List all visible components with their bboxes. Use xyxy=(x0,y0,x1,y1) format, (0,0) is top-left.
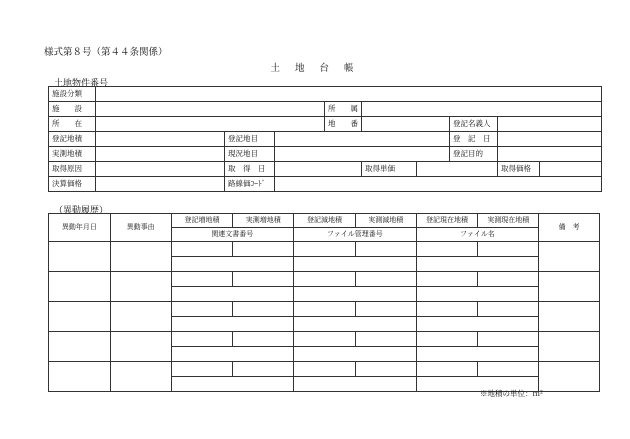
current-category-value[interactable] xyxy=(275,147,450,162)
facility-label: 施 設 xyxy=(49,102,96,117)
entry-reg-increase[interactable] xyxy=(171,362,233,377)
entry-file-mgmt-no[interactable] xyxy=(294,317,417,332)
entry-surv-current[interactable] xyxy=(478,302,539,317)
facility-class-label: 施設分類 xyxy=(49,87,96,102)
header-reg-decrease: 登記減地積 xyxy=(294,214,356,228)
entry-file-name[interactable] xyxy=(416,257,539,272)
surveyed-area-label: 実測地積 xyxy=(49,147,96,162)
settlement-price-label: 決算価格 xyxy=(49,177,96,192)
entry-remarks[interactable] xyxy=(539,362,600,392)
entry-change-reason[interactable] xyxy=(110,302,171,332)
entry-remarks[interactable] xyxy=(539,332,600,362)
entry-change-date[interactable] xyxy=(49,302,111,332)
entry-related-doc-no[interactable] xyxy=(171,317,294,332)
header-related-doc-no: 関連文書番号 xyxy=(171,228,294,242)
entry-related-doc-no[interactable] xyxy=(171,257,294,272)
entry-remarks[interactable] xyxy=(539,302,600,332)
entry-surv-increase[interactable] xyxy=(233,272,294,287)
change-history-table xyxy=(48,213,600,392)
entry-file-name[interactable] xyxy=(416,317,539,332)
entry-reg-decrease[interactable] xyxy=(294,332,356,347)
entry-reg-current[interactable] xyxy=(416,242,478,257)
entry-reg-increase[interactable] xyxy=(171,272,233,287)
land-property-number-label: 土地物件番号 xyxy=(54,79,109,89)
area-unit-note: ※地積の単位：ｍ² xyxy=(480,389,544,398)
registered-category-value[interactable] xyxy=(275,132,450,147)
document-title: 土 地 台 帳 xyxy=(270,63,360,74)
entry-change-date[interactable] xyxy=(49,362,111,392)
entry-related-doc-no[interactable] xyxy=(171,377,294,392)
entry-reg-decrease[interactable] xyxy=(294,362,356,377)
entry-file-name[interactable] xyxy=(416,347,539,362)
entry-surv-decrease[interactable] xyxy=(355,362,416,377)
entry-change-date[interactable] xyxy=(49,242,111,272)
lot-number-label: 地 番 xyxy=(325,117,362,132)
settlement-price-value[interactable] xyxy=(96,177,225,192)
acquisition-unit-price-label: 取得単価 xyxy=(362,162,417,177)
surveyed-area-value[interactable] xyxy=(96,147,225,162)
header-change-date: 異動年月日 xyxy=(49,214,111,242)
lot-number-value[interactable] xyxy=(362,117,450,132)
entry-surv-current[interactable] xyxy=(478,242,539,257)
header-reg-current: 登記現在地積 xyxy=(416,214,478,228)
registered-area-value[interactable] xyxy=(96,132,225,147)
entry-remarks[interactable] xyxy=(539,272,600,302)
change-history-label: （異動履歴） xyxy=(54,206,109,216)
registration-purpose-label: 登記目的 xyxy=(450,147,498,162)
entry-file-mgmt-no[interactable] xyxy=(294,347,417,362)
location-label: 所 在 xyxy=(49,117,96,132)
entry-reg-decrease[interactable] xyxy=(294,242,356,257)
entry-reg-current[interactable] xyxy=(416,272,478,287)
entry-file-name[interactable] xyxy=(416,287,539,302)
entry-change-date[interactable] xyxy=(49,272,111,302)
entry-surv-increase[interactable] xyxy=(233,332,294,347)
entry-reg-current[interactable] xyxy=(416,362,478,377)
entry-change-reason[interactable] xyxy=(110,242,171,272)
entry-reg-increase[interactable] xyxy=(171,332,233,347)
header-file-name: ファイル名 xyxy=(416,228,539,242)
registered-owner-label: 登記名義人 xyxy=(450,117,498,132)
acquisition-cause-value[interactable] xyxy=(96,162,225,177)
current-category-label: 現況地目 xyxy=(225,147,275,162)
entry-surv-decrease[interactable] xyxy=(355,332,416,347)
entry-surv-increase[interactable] xyxy=(233,362,294,377)
header-change-reason: 異動事由 xyxy=(110,214,171,242)
acquisition-date-value[interactable] xyxy=(275,162,362,177)
entry-change-reason[interactable] xyxy=(110,272,171,302)
entry-surv-decrease[interactable] xyxy=(355,242,416,257)
entry-surv-decrease[interactable] xyxy=(355,302,416,317)
entry-reg-increase[interactable] xyxy=(171,242,233,257)
entry-reg-current[interactable] xyxy=(416,332,478,347)
entry-file-mgmt-no[interactable] xyxy=(294,377,417,392)
acquisition-unit-price-value[interactable] xyxy=(417,162,498,177)
registered-area-label: 登記地積 xyxy=(49,132,96,147)
route-price-code-label: 路線価ｺｰﾄﾞ xyxy=(225,177,275,192)
entry-reg-increase[interactable] xyxy=(171,302,233,317)
facility-class-value[interactable] xyxy=(96,87,602,102)
route-price-code-value[interactable] xyxy=(275,177,602,192)
location-value[interactable] xyxy=(96,117,325,132)
registered-owner-value[interactable] xyxy=(498,117,602,132)
entry-surv-current[interactable] xyxy=(478,332,539,347)
header-surv-decrease: 実測減地積 xyxy=(355,214,416,228)
entry-related-doc-no[interactable] xyxy=(171,347,294,362)
registration-purpose-value[interactable] xyxy=(498,147,602,162)
header-remarks: 備 考 xyxy=(539,214,600,242)
acquisition-date-label: 取 得 日 xyxy=(225,162,275,177)
entry-related-doc-no[interactable] xyxy=(171,287,294,302)
affiliation-label: 所 属 xyxy=(325,102,362,117)
entry-change-date[interactable] xyxy=(49,332,111,362)
entry-reg-decrease[interactable] xyxy=(294,302,356,317)
entry-file-mgmt-no[interactable] xyxy=(294,287,417,302)
registration-date-value[interactable] xyxy=(498,132,602,147)
form-number: 様式第８号（第４４条関係） xyxy=(44,47,168,58)
entry-surv-increase[interactable] xyxy=(233,302,294,317)
land-ledger-table xyxy=(48,86,602,192)
entry-reg-current[interactable] xyxy=(416,302,478,317)
header-surv-current: 実測現在地積 xyxy=(478,214,539,228)
entry-reg-decrease[interactable] xyxy=(294,272,356,287)
registration-date-label: 登 記 日 xyxy=(450,132,498,147)
entry-file-mgmt-no[interactable] xyxy=(294,257,417,272)
entry-surv-increase[interactable] xyxy=(233,242,294,257)
registered-category-label: 登記地目 xyxy=(225,132,275,147)
entry-surv-current[interactable] xyxy=(478,272,539,287)
facility-value[interactable] xyxy=(96,102,325,117)
acquisition-price-value[interactable] xyxy=(540,162,602,177)
header-reg-increase: 登記増地積 xyxy=(171,214,233,228)
header-surv-increase: 実測増地積 xyxy=(233,214,294,228)
affiliation-value[interactable] xyxy=(362,102,602,117)
entry-surv-current[interactable] xyxy=(478,362,539,377)
entry-surv-decrease[interactable] xyxy=(355,272,416,287)
entry-remarks[interactable] xyxy=(539,242,600,272)
entry-change-reason[interactable] xyxy=(110,332,171,362)
acquisition-cause-label: 取得原因 xyxy=(49,162,96,177)
header-file-mgmt-no: ファイル管理番号 xyxy=(294,228,417,242)
entry-change-reason[interactable] xyxy=(110,362,171,392)
acquisition-price-label: 取得価格 xyxy=(498,162,540,177)
